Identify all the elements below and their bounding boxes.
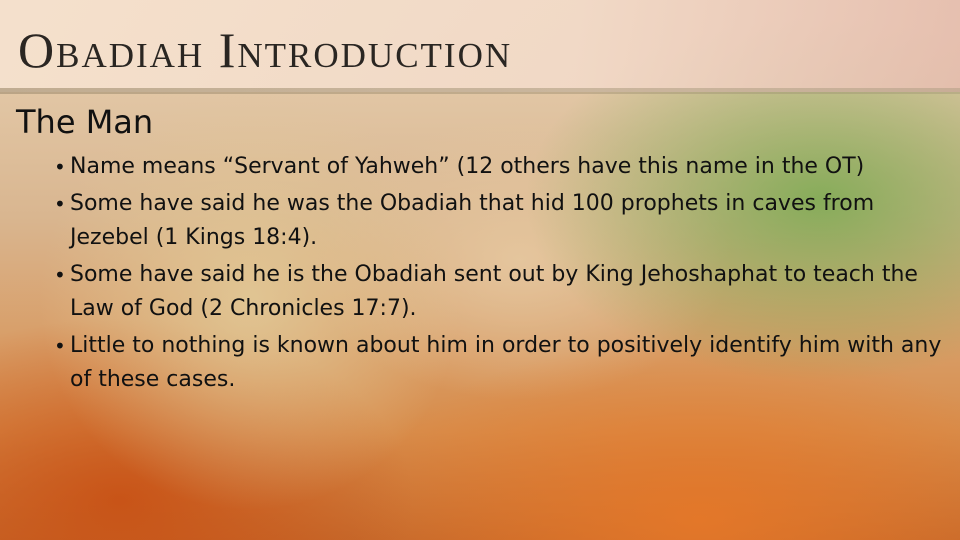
bullet-list	[54, 150, 949, 400]
slide-title: Obadiah Introduction	[18, 22, 513, 78]
bullet-marker: •	[54, 155, 66, 179]
bullet-text: Some have said he was the Obadiah that hid 100 prophets in caves from Jezebel (1 Kings 18:4).	[70, 191, 875, 250]
bullet-text: Some have said he is the Obadiah sent out by King Jehoshaphat to teach the Law of God (2 Chronicles 17:7).	[70, 262, 918, 321]
bullet-item	[54, 329, 949, 397]
bullet-item	[54, 258, 949, 326]
bullet-text: Little to nothing is known about him in order to positively identify him with any of these cases.	[70, 333, 942, 392]
section-heading: The Man	[16, 103, 154, 141]
bullet-item	[54, 187, 949, 255]
bullet-marker: •	[54, 192, 66, 216]
title-divider	[0, 88, 960, 94]
bullet-text: Name means “Servant of Yahweh” (12 others have this name in the OT)	[70, 154, 865, 179]
bullet-marker: •	[54, 263, 66, 287]
bullet-item	[54, 150, 949, 184]
bullet-marker: •	[54, 334, 66, 358]
